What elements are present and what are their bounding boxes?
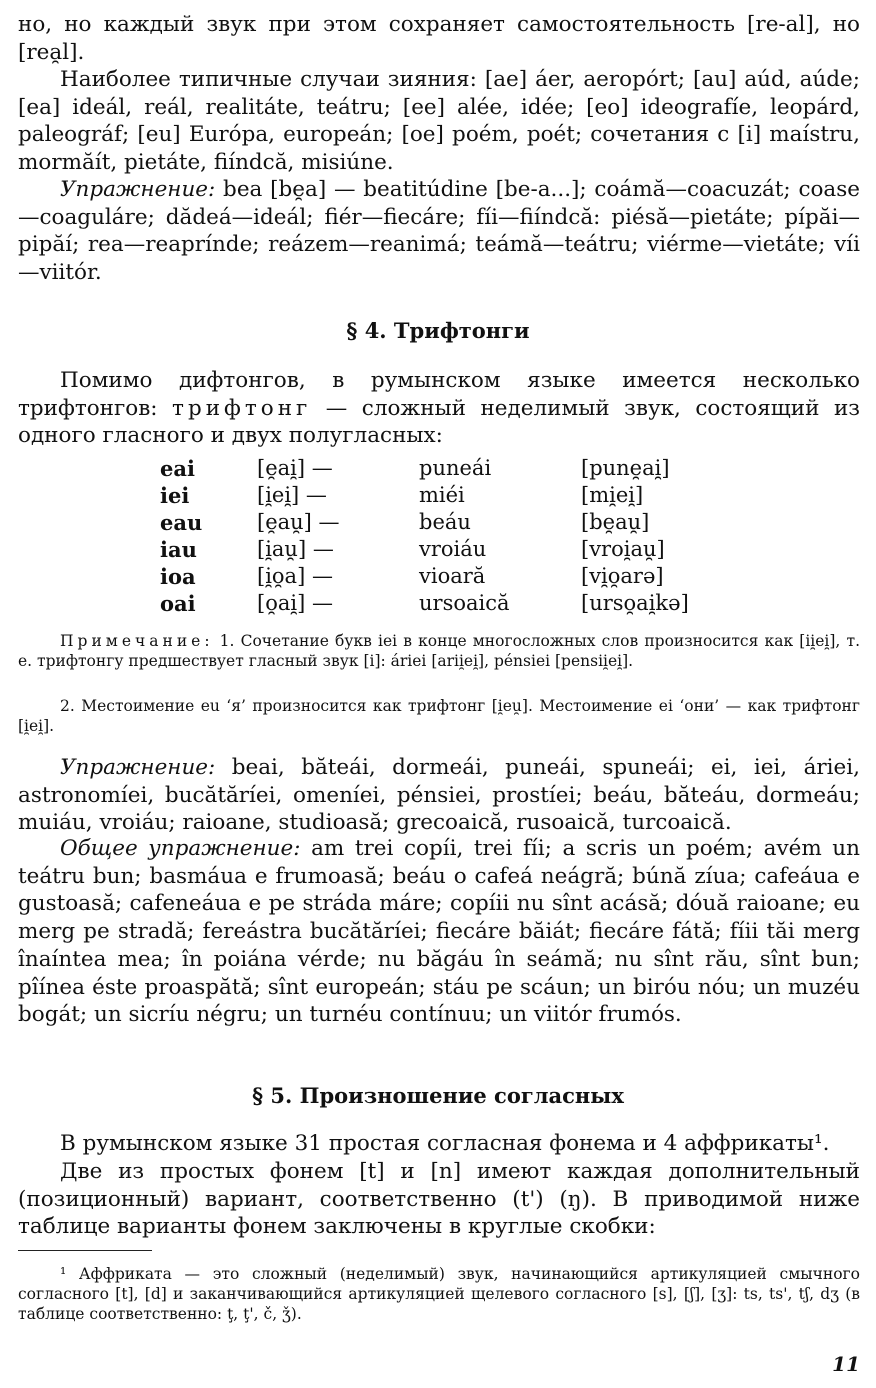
table-row: iau [i̯au̯] — vroiáu [vroi̯au̯] <box>160 537 665 562</box>
table-row: eai [e̯ai̯] — puneái [pune̯ai̯] <box>160 456 670 481</box>
note-2: 2. Местоимение eu ‘я’ произносится как трифтонг [i̯eu̯]. Местоимение ei ‘они’ — как трифтонг [i̯ei̯]. <box>18 697 860 735</box>
hiatus-paragraph: Наиболее типичные случаи зияния: [ae] áer, aeropórt; [au] aúd, aúde; [ea] ideál, reál, realitáte, teátru; [ee] alée, idée; [eo] ideografíe, leopárd, paleográf; [eu] Európa, europeán; [oe] poém, poét; сочетания с [i] maístru, mormăít, pietáte, fiíndcă, misiúne. <box>18 67 860 176</box>
section-4-title: § 4. Трифтонги <box>346 318 530 343</box>
footnote: ¹ Аффриката — это сложный (неделимый) звук, начинающийся артикуляцией смычного согласного [t], [d] и заканчивающийся артикуляцией щелевого согласного [s], [ʃ], [ʒ]: ts, ts', tʃ, dʒ (в таблице соответственно: ţ, ţ', č, ǯ). <box>18 1265 860 1323</box>
triphthong-intro: Помимо дифтонгов, в румынском языке имеется несколько трифтонгов: трифтонг — сложный неделимый звук, состоящий из одного гласного и двух полугласных: <box>18 368 860 449</box>
exercise-hiatus: Упражнение: bea [be̯a] — beatitúdine [be-a...]; coámă—coacuzát; coase—coaguláre; dădeá—ideál; fiér—fiecáre; fíi—fiíndcă: piésă—pietáte; pípăi—pipăí; rea—reaprínde; reázem—reanimá; teámă—teátru; viérme—vietáte; víi—viitór. <box>18 177 860 286</box>
general-exercise: Общее упражнение: am trei copíi, trei fíi; a scris un poém; avém un teátru bun; basmáua e frumoasă; beáu o cafeá neágră; búnă zíua; cafeáua e gustoasă; cafeneáua e pe stráda máre; copíii nu sînt acásă; dóuă raioane; eu merg pe stradă; fereástra bucătăríei; fiecáre băiát; fiecáre fátă; fíii tăi merg înaíntea mea; în poiána vérde; nu băgáu în seámă; nu sînt rău, sînt bun; pîínea éste proaspătă; sînt europeán; stáu pe scáun; un biróu nóu; un muzéu bogát; un sicríu négru; un turnéu contínuu; un viitór frumós. <box>18 836 860 1028</box>
section-5-title: § 5. Произношение согласных <box>252 1083 624 1108</box>
page-number: 11 <box>832 1352 860 1376</box>
consonants-intro: В румынском языке 31 простая согласная фонема и 4 аффрикаты¹. <box>60 1131 830 1156</box>
table-row: ioa [i̯o̯a] — vioară [vi̯o̯arə] <box>160 564 664 589</box>
footnote-divider <box>18 1250 152 1251</box>
consonants-variants: Две из простых фонем [t] и [n] имеют каждая дополнительный (позиционный) вариант, соответственно (t') (ŋ). В приводимой ниже таблице варианты фонем заключены в круглые скобки: <box>18 1159 860 1240</box>
table-row: eau [e̯au̯] — beáu [be̯au̯] <box>160 510 650 535</box>
exercise-triphthongs: Упражнение: beai, băteái, dormeái, puneái, spuneái; ei, iei, áriei, astronomíei, bucătăríei, omeníei, pénsiei, prostíei; beáu, băteáu, dormeáu; muiáu, vroiáu; raioane, studioasă; grecoaică, rusoaică, turcoaică. <box>18 755 860 836</box>
table-row: iei [i̯ei̯] — miéi [mi̯ei̯] <box>160 483 644 508</box>
note-1: Примечание: 1. Сочетание букв iei в конце многосложных слов произносится как [ii̯ei̯], т. е. трифтонгу предшествует гласный звук [i]: áriei [arii̯ei̯], pénsiei [pensii̯ei̯]. <box>18 632 860 670</box>
table-row: oai [o̯ai̯] — ursoaică [urso̯ai̯kə] <box>160 591 689 616</box>
triphthong-table <box>160 456 689 618</box>
intro-continuation: но, но каждый звук при этом сохраняет самостоятельность [re-al], но [rea̯l]. <box>18 12 860 65</box>
